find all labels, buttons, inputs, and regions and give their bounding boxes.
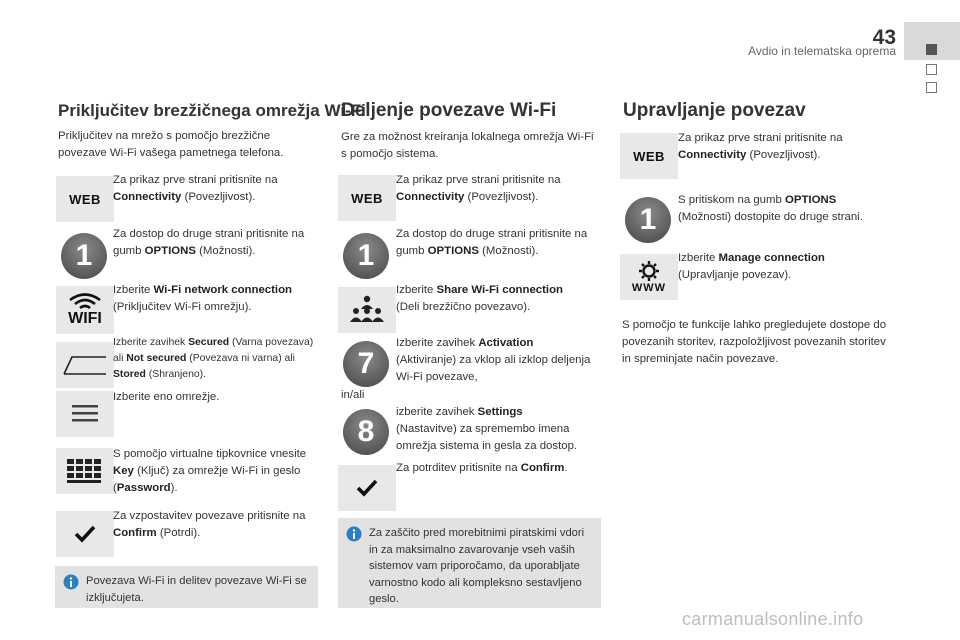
- step-number-1: 1: [61, 233, 107, 279]
- col1-step4: Izberite zavihek Secured (Varna povezava) ali Not secured (Povezava ni varna) ali Stored (Shranjeno).: [113, 337, 314, 380]
- manage-connection-icon: [620, 254, 678, 300]
- info-note-text: Povezava Wi-Fi in delitev povezave Wi-Fi se izključujeta.: [86, 575, 307, 604]
- section-marker: [926, 82, 937, 93]
- web-label: WEB: [351, 190, 383, 206]
- confirm-check-icon: [56, 511, 114, 557]
- col1-step1: Za prikaz prve strani pritisnite na Connectivity (Povezljivost).: [113, 174, 278, 203]
- col2-step2: Za dostop do druge strani pritisnite na gumb OPTIONS (Možnosti).: [396, 228, 588, 257]
- col1-heading: Priključitev brezžičnega omrežja Wi-Fi: [58, 101, 366, 120]
- col1-step7: Za vzpostavitev povezave pritisnite na Confirm (Potrdi).: [113, 510, 306, 539]
- col1-step2: Za dostop do druge strani pritisnite na gumb OPTIONS (Možnosti).: [113, 228, 305, 257]
- keyboard-icon: [56, 448, 114, 494]
- col2-step1: Za prikaz prve strani pritisnite na Connectivity (Povezljivost).: [396, 174, 561, 203]
- section-title: Avdio in telematska oprema: [748, 44, 896, 58]
- info-icon: [63, 574, 79, 590]
- web-label: WEB: [69, 191, 101, 207]
- col3-step3: Izberite Manage connection (Upravljanje povezav).: [678, 252, 825, 281]
- info-icon: [346, 526, 362, 542]
- web-label: WEB: [633, 148, 665, 164]
- wifi-waves-icon: [68, 293, 102, 311]
- watermark: carmanualsonline.info: [682, 609, 864, 629]
- col2-step5: izberite zavihek Settings (Nastavitve) za spremembo imena omrežja sistema in gesla za dostop.: [396, 406, 578, 452]
- page-number: 43: [872, 26, 896, 49]
- col1-step5: Izberite eno omrežje.: [113, 391, 220, 403]
- section-marker: [926, 64, 937, 75]
- step-number-7: 7: [343, 341, 389, 387]
- col2-heading: Deljenje povezave Wi-Fi: [341, 100, 557, 121]
- col3-heading: Upravljanje povezav: [623, 100, 806, 121]
- col2-intro: Gre za možnost kreiranja lokalnega omrežja Wi-Fi s pomočjo sistema.: [341, 131, 594, 160]
- wifi-label: WIFI: [68, 310, 102, 327]
- col3-step2: S pritiskom na gumb OPTIONS (Možnosti) dostopite do druge strani.: [678, 194, 863, 223]
- col3-description: S pomočjo te funkcije lahko pregledujete dostope do povezanih storitev, razpoložljivost povezanih storitev in spreminjate način povezave.: [622, 319, 887, 365]
- wifi-icon: [56, 286, 114, 334]
- col2-step3: Izberite Share Wi-Fi connection (Deli brezžično povezavo).: [396, 284, 564, 313]
- network-list-icon: [56, 391, 114, 437]
- step-number-1: 1: [343, 233, 389, 279]
- col1-intro: Priključitev na mrežo s pomočjo brezžične povezave Wi-Fi vašega pametnega telefona.: [58, 130, 284, 159]
- col3-step1: Za prikaz prve strani pritisnite na Connectivity (Povezljivost).: [678, 132, 843, 161]
- share-connection-icon: [338, 287, 396, 333]
- www-label: WWW: [631, 282, 667, 294]
- section-marker-filled: [926, 44, 937, 55]
- info-note-text: Za zaščito pred morebitnimi piratskimi vdori in za maksimalno zavarovanje vseh vaših sistemov vam priporočamo, da uporabljate varnostno kodo ali kompleksno sestavljeno geslo.: [369, 527, 585, 605]
- or-separator: in/ali: [341, 389, 365, 401]
- web-button-icon: [338, 175, 396, 221]
- col1-step6: S pomočjo virtualne tipkovnice vnesite Key (Ključ) za omrežje Wi-Fi in geslo (Password).: [113, 448, 307, 494]
- web-button-icon: [56, 176, 114, 222]
- gear-icon: [638, 260, 660, 282]
- confirm-check-icon: [338, 465, 396, 511]
- step-number-1: 1: [625, 197, 671, 243]
- col2-step6: Za potrditev pritisnite na Confirm.: [396, 462, 568, 474]
- col1-step3: Izberite Wi-Fi network connection (Priključitev Wi-Fi omrežju).: [113, 284, 293, 313]
- col2-step4: Izberite zavihek Activation (Aktiviranje) za vklop ali izklop deljenja Wi-Fi povezave,: [396, 337, 591, 383]
- web-button-icon: [620, 133, 678, 179]
- step-number-8: 8: [343, 409, 389, 455]
- info-note: [338, 518, 601, 608]
- tab-selector-icon: [56, 342, 114, 388]
- info-note: [55, 566, 318, 608]
